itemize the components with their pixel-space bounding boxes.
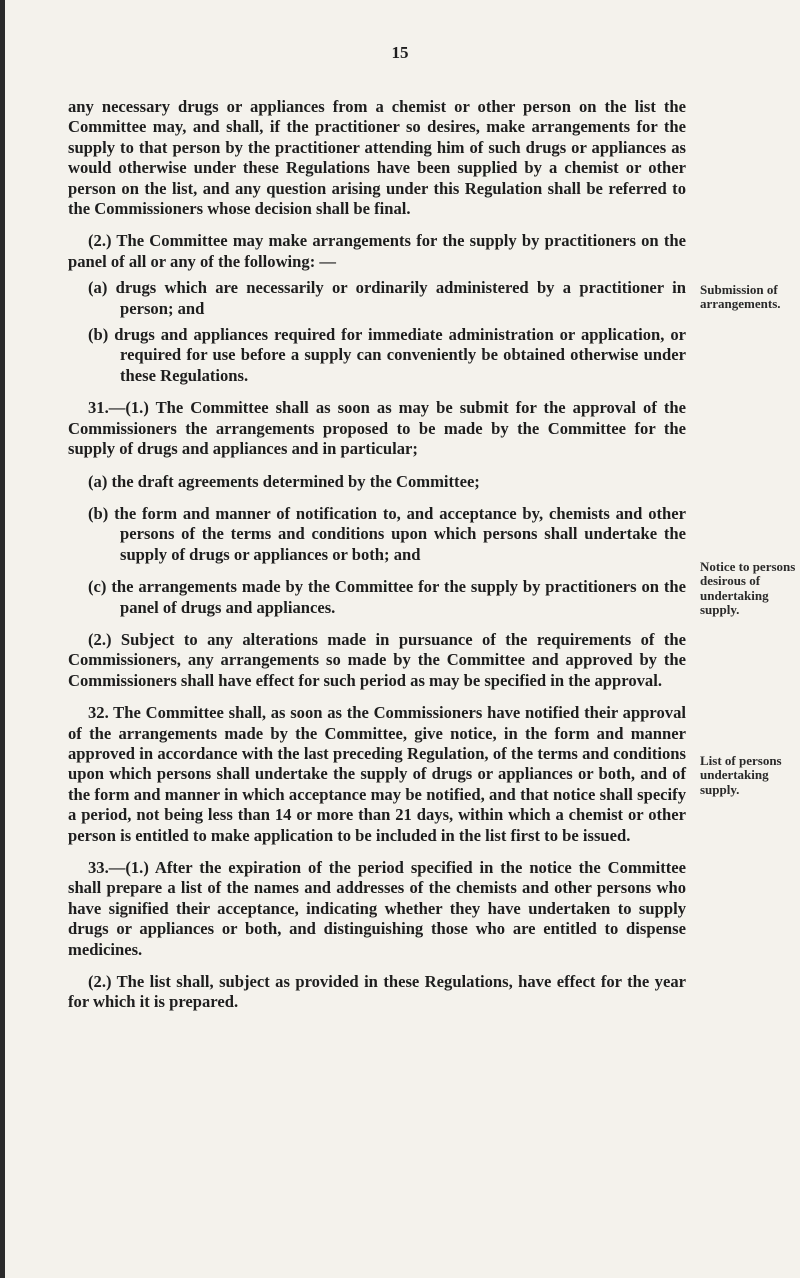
list-item-2b: (b) drugs and appliances required for immediate administration or application, or required for use before a supply can conveniently be obtained otherwise under these Regulations. — [88, 325, 686, 385]
section-31-number: 31. — [88, 398, 109, 418]
section-33-subsection-2: (2.) The list shall, subject as provided in these Regulations, have effect for the year for which it is prepared. — [68, 972, 686, 1012]
page-number: 15 — [391, 43, 409, 62]
section-32-text: The Committee shall, as soon as the Commissioners have notified their approval of the arrangements made by the Committee, give notice, in the form and manner approved in accordance with the last preceding Regulation, of the terms and conditions upon which persons shall undertake the supply of drugs or appliances or both, and of the form and manner in which acceptance may be notified, and that notice shall specify a period, not being less than 14 or more than 21 days, within which a chemist or other person is entitled to make application to be included in the list first to be issued. — [68, 703, 686, 845]
margin-note-submission: Submission of arrangements. — [700, 282, 781, 312]
list-item-31c: (c) the arrangements made by the Committee for the supply by practitioners on the panel of drugs and appliances. — [88, 577, 686, 617]
section-33-number: 33. — [88, 858, 109, 877]
page-edge-shadow — [0, 0, 5, 1278]
section-32-number: 32. — [88, 703, 109, 723]
section-31-text: —(1.) The Committee shall as soon as may be submit for the approval of the Commissioners the arrangements proposed to be made by the Committee for the supply of drugs and appliances and in particular; — [68, 398, 686, 459]
section-32 — [68, 703, 686, 846]
list-item-31a: (a) the draft agreements determined by the Committee; — [88, 471, 480, 491]
section-33-text: —(1.) After the expiration of the period specified in the notice the Committee shall prepare a list of the names and addresses of the chemists and other persons who have signified their acceptance, indicating whether they have undertaken to supply drugs or appliances or both, and distinguishing those who are entitled to dispense medicines. — [68, 858, 686, 959]
section-31 — [68, 398, 686, 459]
body-text — [68, 97, 686, 1013]
margin-note-list: List of persons undertaking supply. — [700, 753, 782, 797]
paragraph-intro: any necessary drugs or appliances from a chemist or other person on the list the Committee may, and shall, if the practitioner so desires, make arrangements for the supply to that person by the practitioner attending him of such drugs or appliances as would otherwise under these Regulations have been supplied by a chemist or other person on the list, and any question arising under this Regulation shall be referred to the Commissioners whose decision shall be final. — [68, 97, 686, 219]
paragraph-2: (2.) The Committee may make arrangements for the supply by practitioners on the panel of all or any of the following: — — [68, 231, 686, 271]
list-item-31b: (b) the form and manner of notification to, and acceptance by, chemists and other persons of the terms and conditions upon which persons shall undertake the supply of drugs or appliances or both; and — [88, 503, 686, 564]
section-33 — [68, 858, 686, 960]
section-31-subsection-2: (2.) Subject to any alterations made in pursuance of the requirements of the Commissioners, any arrangements so made by the Committee and approved by the Commissioners shall have effect for such period as may be specified in the approval. — [68, 629, 686, 690]
list-item-2a: (a) drugs which are necessarily or ordinarily administered by a practitioner in person; and — [88, 278, 686, 318]
margin-note-notice: Notice to persons desirous of undertaking supply. — [700, 559, 796, 618]
